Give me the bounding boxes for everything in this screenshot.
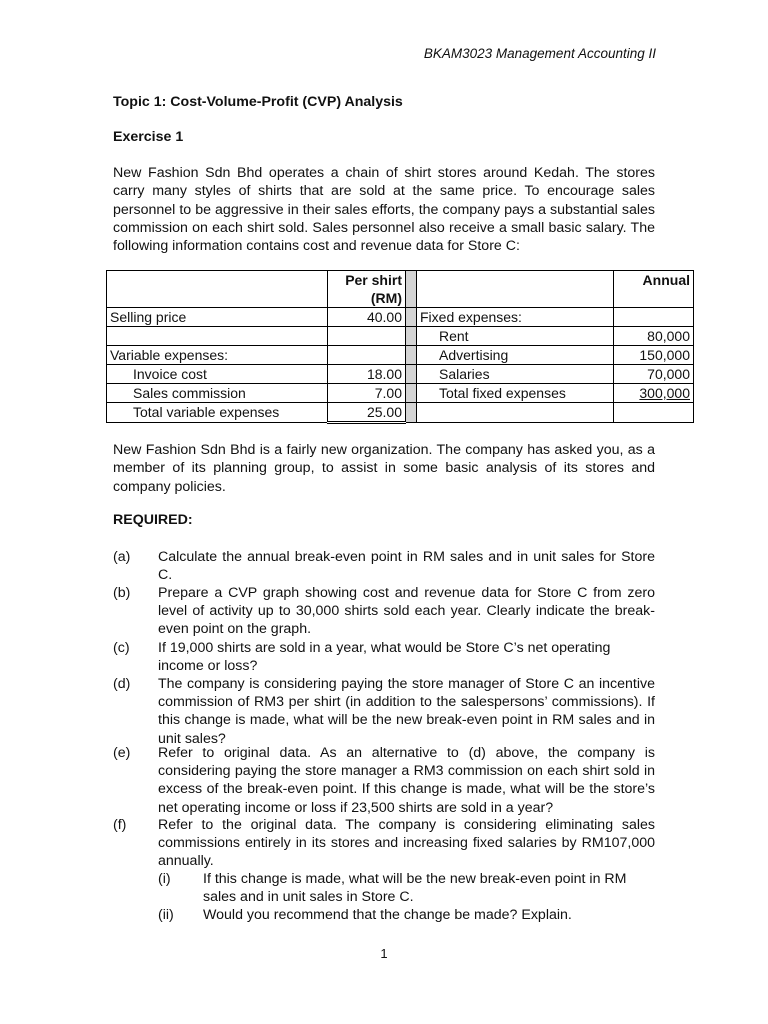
annual-header: Annual — [614, 271, 694, 308]
table-row: Invoice cost 18.00 Salaries 70,000 — [107, 365, 694, 384]
page-number: 1 — [380, 946, 388, 961]
table-row: Selling price 40.00 Fixed expenses: — [107, 308, 694, 327]
required-heading: REQUIRED: — [113, 512, 193, 528]
exercise-title: Exercise 1 — [113, 129, 184, 145]
table-row: Variable expenses: Advertising 150,000 — [107, 346, 694, 365]
cost-revenue-table — [106, 270, 694, 424]
document-page: BKAM3023 Management Accounting II Topic 1: Cost-Volume-Profit (CVP) Analysis Exercise 1 New Fashion Sdn Bhd operates a chain of shirt stores around Kedah. The stores carry many styles of shirts that are sold at the same price. To encourage sales personnel to be aggressive in their sales efforts, the company pays a substantial sales commission on each shirt sold. Sales personnel also receive a small basic salary. The following information contains cost and revenue data for Store C: Per shirt (RM) Annual Selling price 40.00 Fixed expenses: Rent 80,000 Variable expenses: Advertising 150,000 Invoice cost 18.00 Salaries 70,000 Sales commission 7.00 Total fixed expenses 300,000 Total variable expenses 25.00 New Fashion Sdn Bhd is a fairly new organization. The company has asked you, as a member of its planning group, to assist in some basic analysis of its stores and company policies. REQUIRED: (a) Calculate the annual break-even point in RM sales and in unit sales for Store C. (b) Prepare a CVP graph showing cost and revenue data for Store C from zero level of activity up to 30,000 shirts sold each year. Clearly indicate the break-even point on the graph. (c) If 19,000 shirts are sold in a year, what would be Store C’s net operating income or loss? (d) The company is considering paying the store manager of Store C an incentive commission of RM3 per shirt (in addition to the salespersons’ commissions). If this change is made, what will be the new break-even point in RM sales and in unit sales? (e) Refer to original data. As an alternative to (d) above, the company is considering paying the store manager a RM3 commission on each shirt sold in excess of the break-even point. If this change is made, what will be the store’s net operating income or loss if 23,500 shirts are sold in a year? (f) Refer to the original data. The company is considering eliminating sales commissions entirely in its stores and increasing fixed salaries by RM107,000 annually. (i) If this change is made, what will be the new break-even point in RM sales and in unit sales in Store C. (ii) Would you recommend that the change be made? Explain. 1 — [0, 0, 768, 1024]
table-row: Rent 80,000 — [107, 327, 694, 346]
topic-title: Topic 1: Cost-Volume-Profit (CVP) Analysis — [113, 94, 403, 110]
table-row — [107, 271, 694, 308]
per-shirt-header: Per shirt (RM) — [328, 271, 406, 308]
table-row: Sales commission 7.00 Total fixed expenses 300,000 — [107, 384, 694, 403]
context-paragraph: New Fashion Sdn Bhd is a fairly new organization. The company has asked you, as a member of its planning group, to assist in some basic analysis of its stores and company policies. — [113, 442, 655, 495]
table-row: Total variable expenses 25.00 — [107, 403, 694, 423]
intro-paragraph: New Fashion Sdn Bhd operates a chain of shirt stores around Kedah. The stores carry many styles of shirts that are sold at the same price. To encourage sales personnel to be aggressive in their sales efforts, the company pays a substantial sales commission on each shirt sold. Sales personnel also receive a small basic salary. The following information contains cost and revenue data for Store C: — [113, 165, 655, 255]
course-header: BKAM3023 Management Accounting II — [423, 46, 656, 61]
